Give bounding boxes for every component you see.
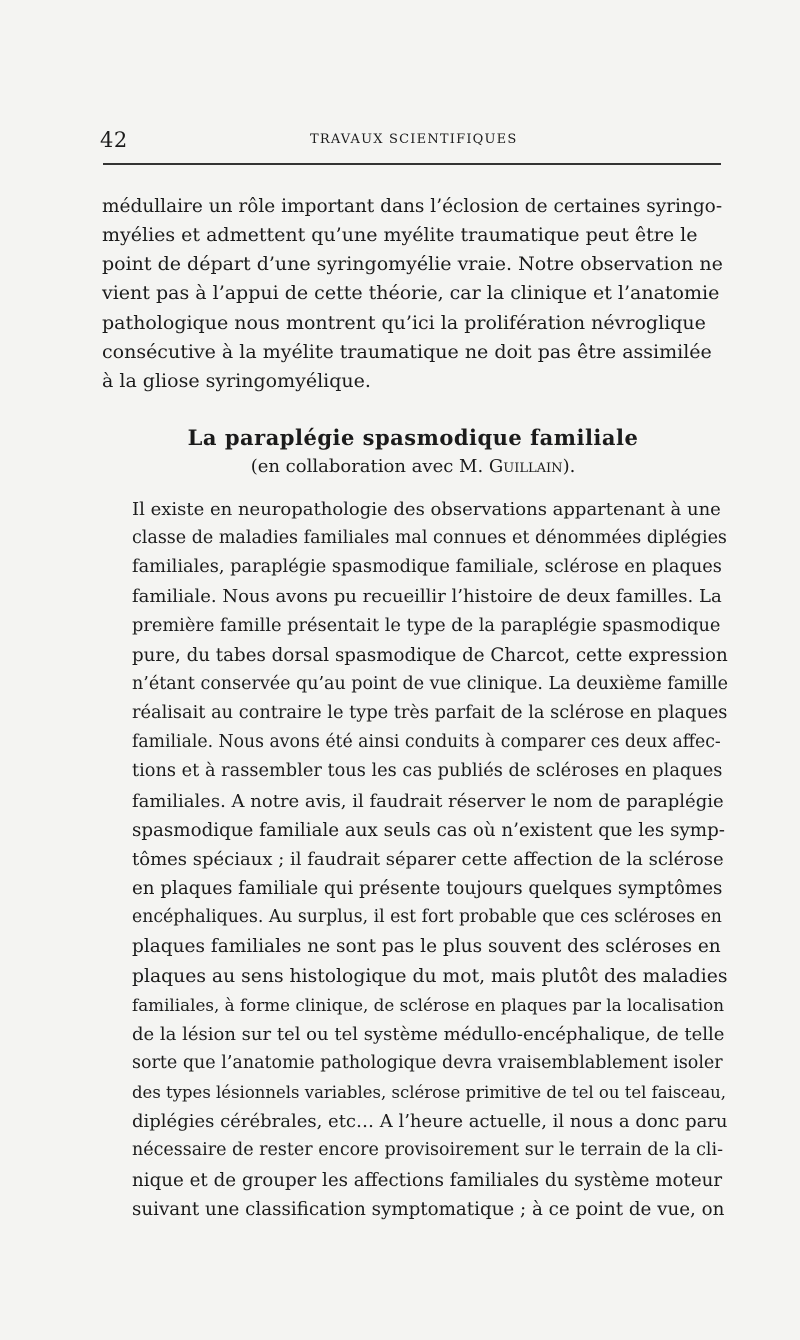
paragraph-line: encéphaliques. Au surplus, il est fort probable que ces scléroses en	[132, 907, 722, 928]
paragraph-line: des types lésionnels variables, sclérose primitive de tel ou tel faisceau,	[132, 1083, 727, 1103]
paragraph-line: suivant une classification symptomatique ; à ce point de vue, on	[132, 1198, 725, 1220]
paragraph-line: spasmodique familiale aux seuls cas où n’existent que les symp-	[132, 819, 725, 841]
paragraph-line: tômes spéciaux ; il faudrait séparer cette affection de la sclérose	[132, 848, 724, 870]
paragraph-line: Il existe en neuropathologie des observations appartenant à une	[132, 499, 721, 520]
paragraph-line: consécutive à la myélite traumatique ne doit pas être assimilée	[102, 340, 712, 363]
paragraph-line: myélies et admettent qu’une myélite traumatique peut être le	[102, 224, 698, 247]
paragraph-line: tions et à rassembler tous les cas publiés de scléroses en plaques	[132, 761, 723, 782]
paragraph-line: familiales, paraplégie spasmodique familiale, sclérose en plaques	[132, 557, 722, 578]
paragraph-line: familiales, à forme clinique, de sclérose en plaques par la localisation	[132, 994, 725, 1015]
section-subtitle	[0, 456, 800, 477]
paragraph-line: à la gliose syringomyélique.	[102, 369, 371, 392]
paragraph-line: diplégies cérébrales, etc… A l’heure actuelle, il nous a donc paru	[132, 1111, 728, 1133]
paragraph-line: réalisait au contraire le type très parfait de la sclérose en plaques	[132, 703, 728, 724]
paragraph-line: familiale. Nous avons pu recueillir l’histoire de deux familles. La	[132, 586, 722, 608]
paragraph-line: plaques au sens histologique du mot, mais plutôt des maladies	[132, 965, 728, 987]
author-name: Guillain	[488, 456, 563, 477]
paragraph-line: point de départ d’une syringomyélie vraie. Notre observation ne	[102, 253, 723, 276]
page-header	[100, 128, 730, 158]
paragraph-line: en plaques familiale qui présente toujours quelques symptômes	[132, 878, 723, 900]
paragraph-1	[102, 192, 728, 396]
paragraph-line: pathologique nous montrent qu’ici la prolifération névroglique	[102, 311, 706, 334]
paragraph-line: familiales. A notre avis, il faudrait réserver le nom de paraplégie	[132, 790, 724, 812]
paragraph-line: première famille présentait le type de la paraplégie spasmodique	[132, 615, 721, 636]
subtitle-suffix: ).	[562, 456, 576, 477]
running-title: TRAVAUX SCIENTIFIQUES	[310, 132, 518, 147]
paragraph-line: nique et de grouper les affections familiales du système moteur	[132, 1169, 723, 1191]
paragraph-line: pure, du tabes dorsal spasmodique de Charcot, cette expression	[132, 644, 728, 666]
paragraph-line: classe de maladies familiales mal connues et dénommées diplégies	[132, 528, 727, 549]
subtitle-prefix: (en collaboration avec M.	[250, 456, 484, 477]
page-number: 42	[100, 128, 128, 152]
section-title: La paraplégie spasmodique familiale	[187, 425, 639, 450]
paragraph-line: nécessaire de rester encore provisoirement sur le terrain de la cli-	[132, 1140, 723, 1161]
paragraph-line: sorte que l’anatomie pathologique devra vraisemblablement isoler	[132, 1052, 723, 1073]
paragraph-line: de la lésion sur tel ou tel système médullo-encéphalique, de telle	[132, 1023, 725, 1045]
header-rule	[103, 163, 721, 165]
paragraph-line: médullaire un rôle important dans l’éclosion de certaines syringo-	[102, 196, 723, 217]
paragraph-line: plaques familiales ne sont pas le plus souvent des scléroses en	[132, 936, 721, 958]
paragraph-line: n’étant conservée qu’au point de vue clinique. La deuxième famille	[132, 673, 728, 694]
paragraph-line: vient pas à l’appui de cette théorie, car la clinique et l’anatomie	[102, 282, 720, 305]
paragraph-line: familiale. Nous avons été ainsi conduits à comparer ces deux affec-	[132, 732, 721, 753]
paragraph-2	[102, 495, 728, 1224]
